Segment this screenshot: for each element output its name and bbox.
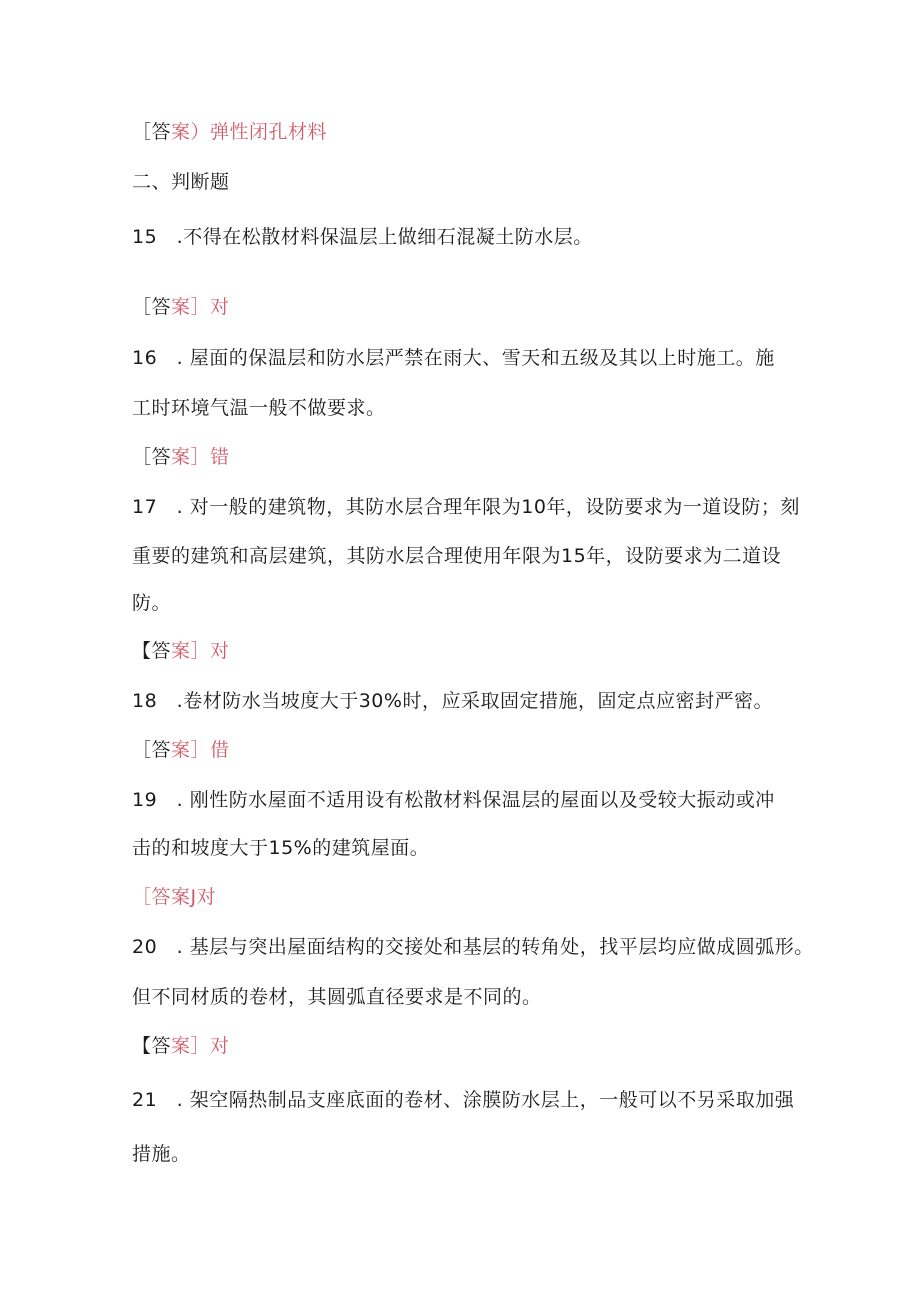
answer-text: 案）弹性闭孔材料 [171, 121, 328, 143]
answer-value: 案］对 [171, 1035, 230, 1057]
answer-value: 案］借 [171, 739, 230, 761]
answer-label: 【答 [132, 1035, 172, 1057]
answer-label: ［答案J [132, 886, 197, 908]
question-17-line-2: 重要的建筑和高层建筑，其防水层合理使用年限为15年，设防要求为二道设 [132, 545, 782, 567]
question-16-line-2: 工时环境气温一般不做要求。 [132, 397, 386, 419]
answer-label: ［答 [132, 296, 172, 318]
answer-label: 【答 [132, 640, 172, 662]
question-15-line-1: 15 .不得在松散材料保温层上做细石混凝土防水层。 [132, 226, 593, 248]
answer-17 [132, 636, 230, 663]
answer-15 [132, 292, 230, 319]
answer-value: 案］对 [171, 296, 230, 318]
answer-label: ［答 [132, 446, 172, 468]
answer-label: ［答 [132, 739, 172, 761]
section-title: 二、判断题 [132, 171, 230, 193]
answer-18 [132, 735, 230, 762]
answer-bracket: ［答 [132, 121, 172, 143]
intro-answer [132, 117, 327, 144]
question-19-line-1: 19 . 刚性防水屋面不适用设有松散材料保温层的屋面以及受较大振动或冲 [132, 789, 775, 811]
answer-value: 案］错 [171, 446, 230, 468]
answer-value: 对 [196, 886, 217, 908]
question-18-line-1: 18 .卷材防水当坡度大于30%时，应采取固定措施，固定点应密封严密。 [132, 690, 773, 712]
question-19-line-2: 击的和坡度大于15%的建筑屋面。 [132, 837, 430, 859]
question-17-line-1: 17 . 对一般的建筑物，其防水层合理年限为10年，设防要求为一道设防；刻 [132, 496, 800, 518]
question-16-line-1: 16 . 屋面的保温层和防水层严禁在雨大、雪天和五级及其以上时施工。施 [132, 347, 775, 369]
answer-20 [132, 1031, 230, 1058]
question-17-line-3: 防。 [132, 592, 172, 614]
answer-16 [132, 442, 230, 469]
question-20-line-2: 但不同材质的卷材，其圆弧直径要求是不同的。 [132, 986, 542, 1008]
answer-19 [132, 882, 216, 909]
question-21-line-2: 措施。 [132, 1143, 191, 1165]
answer-value: 案］对 [171, 640, 230, 662]
question-21-line-1: 21 . 架空隔热制品支座底面的卷材、涂膜防水层上，一般可以不另采取加强 [132, 1089, 795, 1111]
question-20-line-1: 20 . 基层与突出屋面结构的交接处和基层的转角处，找平层均应做成圆弧形。 [132, 936, 814, 958]
